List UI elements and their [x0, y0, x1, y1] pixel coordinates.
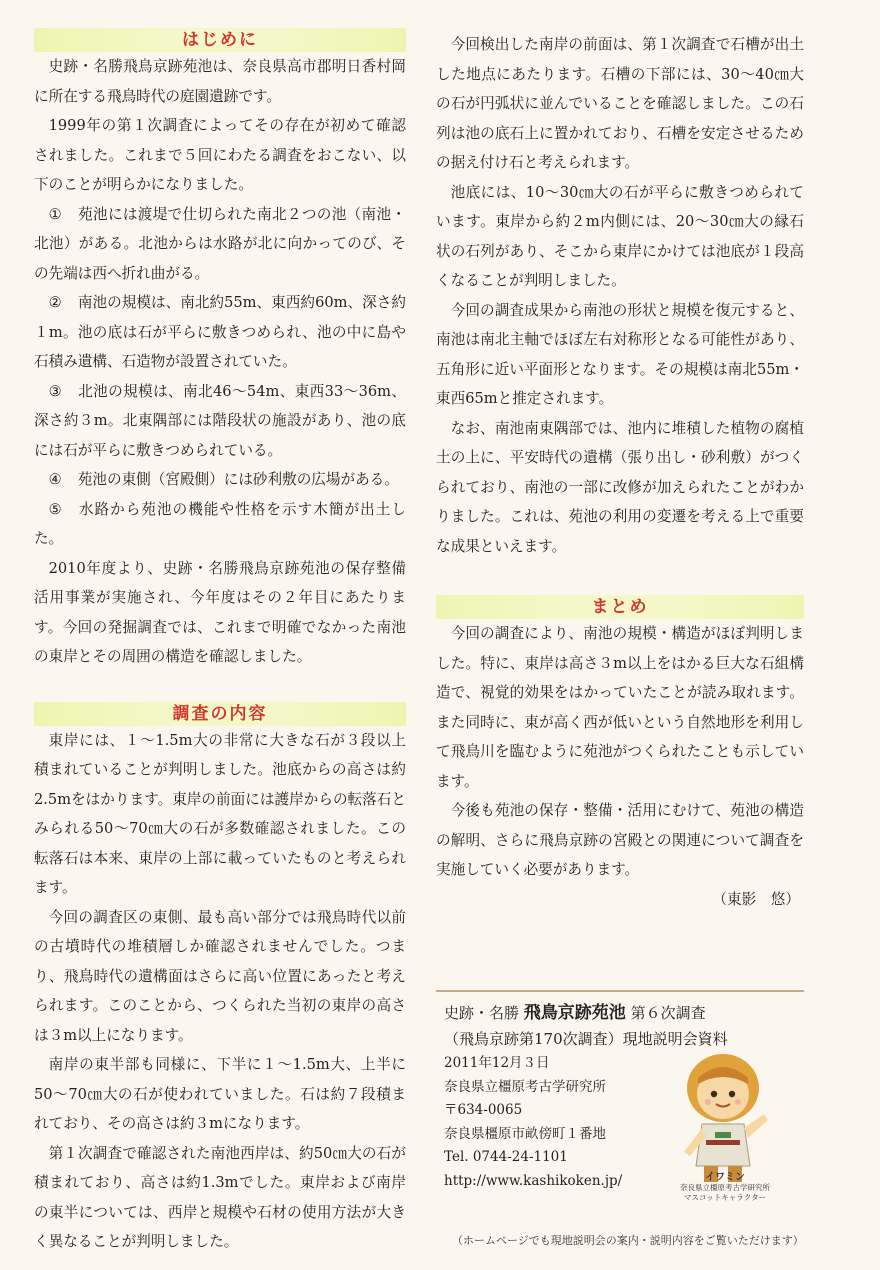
info-subtitle: （飛鳥京跡第170次調査）現地説明会資料	[444, 1030, 728, 1048]
intro-item-4: ④ 苑池の東側（宮殿側）には砂利敷の広場がある。	[48, 471, 399, 488]
summary-paragraph-2: 今後も苑池の保存・整備・活用にむけて、苑池の構造の解明、さらに飛鳥京跡の宮殿との関連について調査を実施していく必要があります。	[436, 802, 804, 878]
left-column	[34, 28, 406, 1250]
intro-item-5: ⑤ 水路から苑池の機能や性格を示す木簡が出土した。	[34, 500, 406, 547]
info-tel: Tel. 0744-24-1101	[444, 1149, 568, 1165]
mascot-name: イワミン	[705, 1172, 745, 1183]
intro-item-3: ③ 北池の規模は、南北46～54m、東西33～36m、深さ約３m。北東隅部には階段状の施設があり、池の底には石が平らに敷きつめられている。	[34, 382, 406, 459]
intro-paragraph-2: 1999年の第１次調査によってその存在が初めて確認されました。これまで５回にわたる調査をおこない、以下のことが明らかになりました。	[34, 117, 406, 193]
info-footnote: （ホームページでも現地説明会の案内・説明内容をご覧いただけます）	[452, 1234, 804, 1247]
content-paragraph-5: 今回検出した南岸の前面は、第１次調査で石槽が出土した地点にあたります。石槽の下部には、30～40㎝大の石が円弧状に並んでいることを確認しました。この石列は池の底石上に置かれており、石槽を安定させるための据え付け石と考えられます。	[436, 36, 804, 171]
mascot-caption-2: マスコットキャラクター	[683, 1193, 767, 1202]
content-paragraph-1: 東岸には、１～1.5m大の非常に大きな石が３段以上積まれていることが判明しました。池底からの高さは約2.5mをはかります。東岸の前面には護岸からの転落石とみられる50～70㎝大の石が多数確認されました。この転落石は本来、東岸の上部に載っていたものと考えられます。	[34, 731, 406, 896]
content-paragraph-7: 今回の調査成果から南池の形状と規模を復元すると、南池は南北主軸でほぼ左右対称形となる可能性があり、五角形に近い平面形となります。その規模は南北55m・東西65mと推定されます。	[436, 301, 804, 407]
content-paragraph-3: 南岸の東半部も同様に、下半に１～1.5m大、上半に50～70㎝大の石が使われていました。石は約７段積まれており、その高さは約３mになります。	[34, 1056, 406, 1132]
intro-paragraph-1: 史跡・名勝飛鳥京跡苑池は、奈良県高市郡明日香村岡に所在する飛鳥時代の庭園遺跡です。	[34, 58, 406, 105]
info-date: 2011年12月３日	[444, 1055, 550, 1071]
info-url[interactable]: http://www.kashikoken.jp/	[444, 1172, 623, 1189]
info-postal: 〒634-0065	[444, 1102, 523, 1118]
summary-paragraph-1: 今回の調査により、南池の規模・構造がほぼ判明しました。特に、東岸は高さ３m以上をはかる巨大な石組構造で、視覚的効果をはかっていたことが読み取れます。また同時に、東が高く西が低いという自然地形を利用して飛鳥川を臨むように苑池がつくられたことも示しています。	[436, 625, 804, 790]
intro-item-2: ② 南池の規模は、南北約55m、東西約60m、深さ約１m。池の底は石が平らに敷きつめられ、池の中に島や石積み遺構、石造物が設置されていた。	[34, 294, 406, 370]
heading-intro: はじめに	[34, 28, 406, 52]
content-paragraph-6: 池底には、10～30㎝大の石が平らに敷きつめられています。東岸から約２m内側には、20～30㎝大の縁石状の石列があり、そこから東岸にかけては池底が１段高くなることが判明しました。	[436, 183, 804, 289]
heading-content: 調査の内容	[34, 702, 406, 726]
intro-closing: 2010年度より、史跡・名勝飛鳥京跡苑池の保存整備活用事業が実施され、今年度はその２年目にあたります。今回の発掘調査では、これまで明確でなかった南池の東岸とその周囲の構造を確認しました。	[34, 559, 406, 665]
heading-summary: まとめ	[436, 595, 804, 619]
info-address: 奈良県橿原市畝傍町１番地	[444, 1125, 606, 1142]
info-divider	[436, 990, 804, 992]
content-paragraph-4: 第１次調査で確認された南池西岸は、約50㎝大の石が積まれており、高さは約1.3mでした。東岸および南岸の東半については、西岸と規模や石材の使用方法が大きく異なることが判明しました。	[34, 1144, 406, 1250]
mascot-label	[655, 1168, 795, 1203]
mascot-caption-1: 奈良県立橿原考古学研究所	[680, 1183, 770, 1192]
author-name: （東影 悠）	[712, 890, 800, 908]
info-org: 奈良県立橿原考古学研究所	[444, 1078, 606, 1095]
content-paragraph-2: 今回の調査区の東側、最も高い部分では飛鳥時代以前の古墳時代の堆積層しか確認されませんでした。つまり、飛鳥時代の遺構面はさらに高い位置にあったと考えられます。このことから、つくられた当初の東岸の高さは３m以上になります。	[34, 908, 406, 1044]
info-title: 史跡・名勝 飛鳥京跡苑池 第６次調査	[444, 1003, 706, 1023]
mascot-illustration	[668, 1048, 778, 1188]
content-paragraph-8: なお、南池南東隅部では、池内に堆積した植物の腐植土の上に、平安時代の遺構（張り出し・砂利敷）がつくられており、南池の一部に改修が加えられたことがわかりました。これは、苑池の利用の変遷を考える上で重要な成果といえます。	[436, 419, 804, 555]
right-column	[436, 30, 804, 914]
intro-item-1: ① 苑池には渡堤で仕切られた南北２つの池（南池・北池）がある。北池からは水路が北に向かってのび、その先端は西へ折れ曲がる。	[34, 205, 406, 282]
